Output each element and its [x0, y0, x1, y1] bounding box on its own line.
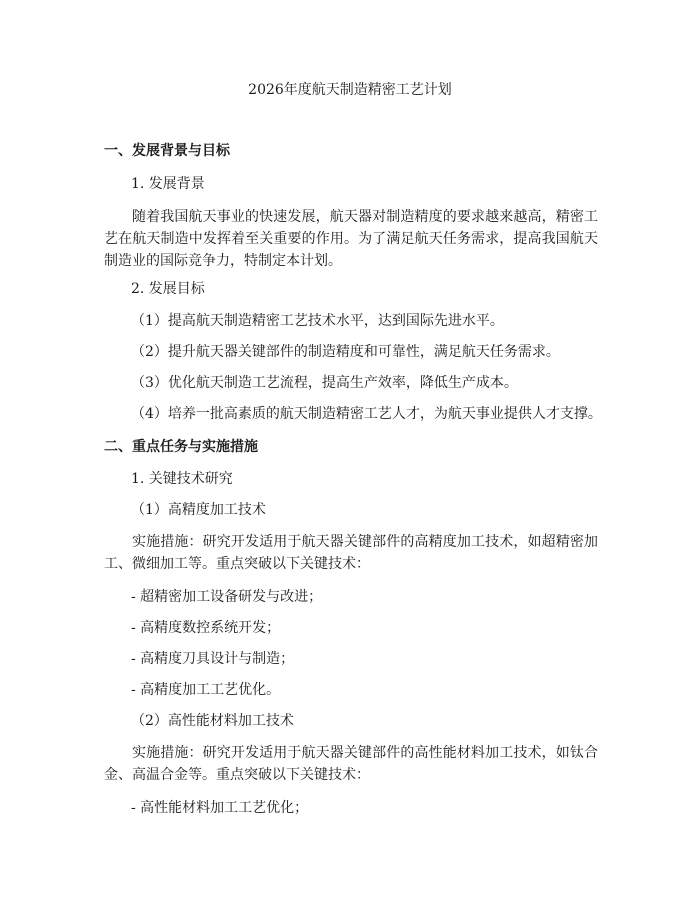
background-paragraph: 随着我国航天事业的快速发展，航天器对制造精度的要求越来越高，精密工艺在航天制造中发挥着至关重要的作用。为了满足航天任务需求，提高我国航天制造业的国际竞争力，特制定本计划。 [104, 209, 598, 269]
section-heading-background: 一、发展背景与目标 [104, 143, 230, 159]
goal-item: （1）提高航天制造精密工艺技术水平，达到国际先进水平。 [131, 313, 504, 329]
subsection-heading-key-tech: 1. 关键技术研究 [131, 471, 233, 487]
subsection-heading-goals: 2. 发展目标 [131, 281, 205, 297]
topic-heading-material-machining: （2）高性能材料加工技术 [131, 713, 294, 729]
goal-item: （4）培养一批高素质的航天制造精密工艺人才，为航天事业提供人才支撑。 [131, 406, 602, 422]
material-list-item: - 高性能材料加工工艺优化； [131, 800, 309, 816]
section-heading-tasks: 二、重点任务与实施措施 [104, 439, 258, 455]
precision-machining-paragraph: 实施措施：研究开发适用于航天器关键部件的高精度加工技术，如超精密加工、微细加工等。重点突破以下关键技术： [104, 534, 598, 572]
precision-list-item: - 高精度刀具设计与制造； [131, 651, 295, 667]
subsection-heading-background: 1. 发展背景 [131, 176, 205, 192]
precision-list-item: - 高精度加工工艺优化。 [131, 682, 281, 698]
goal-item: （2）提升航天器关键部件的制造精度和可靠性，满足航天任务需求。 [131, 344, 560, 360]
precision-list-item: - 高精度数控系统开发； [131, 620, 281, 636]
material-machining-paragraph: 实施措施：研究开发适用于航天器关键部件的高性能材料加工技术，如钛合金、高温合金等。重点突破以下关键技术： [104, 745, 598, 783]
goal-item: （3）优化航天制造工艺流程，提高生产效率，降低生产成本。 [131, 375, 518, 391]
topic-heading-precision-machining: （1）高精度加工技术 [131, 502, 266, 518]
document-title: 2026年度航天制造精密工艺计划 [248, 82, 452, 98]
precision-list-item: - 超精密加工设备研发与改进； [131, 589, 323, 605]
